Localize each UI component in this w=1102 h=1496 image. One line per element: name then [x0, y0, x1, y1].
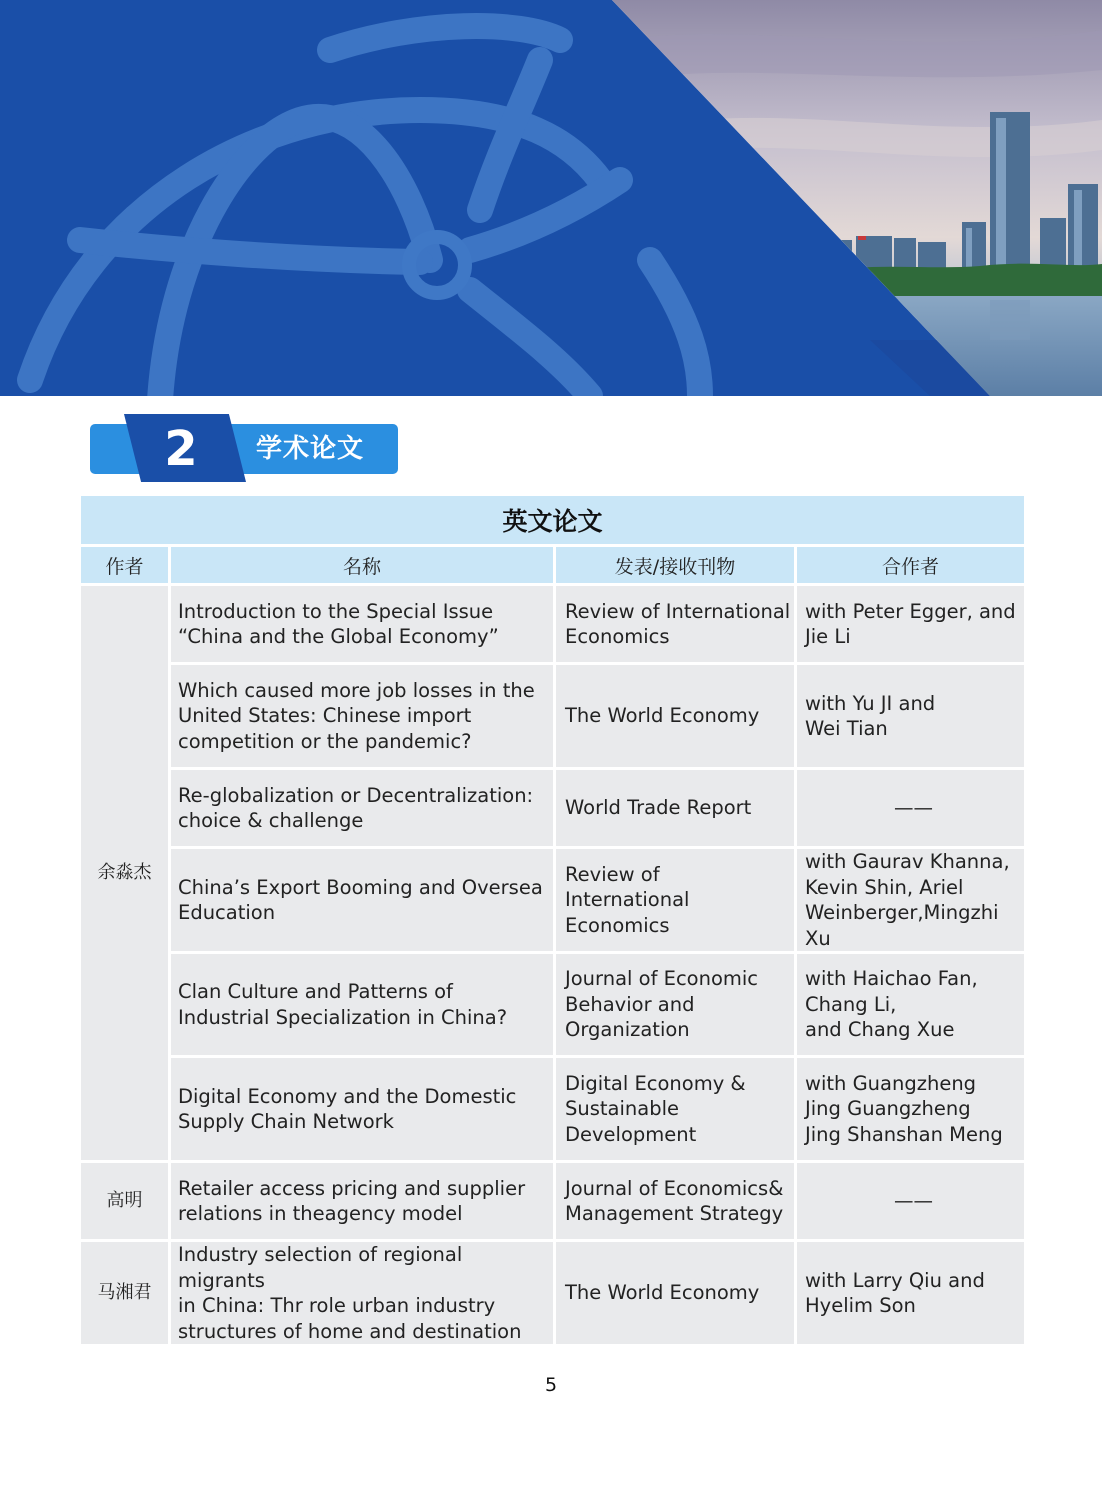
- column-header-coauthors: 合作者: [796, 546, 1026, 585]
- table-row: [80, 1162, 1026, 1241]
- coauthors: with Haichao Fan, Chang Li, and Chang Xue: [805, 967, 978, 1042]
- author-cell: 马湘君: [80, 1241, 170, 1346]
- journal-name: Journal of Economic Behavior and Organization: [565, 967, 759, 1042]
- table-row: [80, 664, 1026, 769]
- author-cell: 高明: [80, 1162, 170, 1241]
- journal-cell: [555, 1057, 796, 1162]
- paper-title: Industry selection of regional migrants in China: Thr role urban industry structures of home and destination: [178, 1243, 522, 1343]
- coauthors-cell: [796, 848, 1026, 953]
- paper-title-cell: [170, 1057, 555, 1162]
- table-row: [80, 848, 1026, 953]
- coauthors-empty-dash: ——: [894, 1189, 933, 1213]
- journal-name: Review of International Economics: [565, 599, 791, 648]
- section-number: 2: [164, 421, 198, 477]
- table-row: [80, 585, 1026, 664]
- coauthors-cell: [796, 585, 1026, 664]
- section-badge: [90, 414, 400, 484]
- table-row: [80, 1057, 1026, 1162]
- journal-cell: [555, 664, 796, 769]
- column-header-author: 作者: [80, 546, 170, 585]
- banner-graphic: [0, 0, 1102, 396]
- paper-title: Clan Culture and Patterns of Industrial Specialization in China?: [178, 980, 508, 1029]
- journal-name: The World Economy: [565, 704, 760, 728]
- coauthors-cell: [796, 769, 1026, 848]
- coauthors: with Larry Qiu and Hyelim Son: [805, 1268, 985, 1317]
- paper-title-cell: [170, 664, 555, 769]
- paper-title-cell: [170, 848, 555, 953]
- journal-cell: [555, 585, 796, 664]
- journal-cell: [555, 1241, 796, 1346]
- paper-title: Digital Economy and the Domestic Supply Chain Network: [178, 1084, 517, 1133]
- journal-cell: [555, 953, 796, 1057]
- coauthors-cell: [796, 664, 1026, 769]
- english-papers-table: [78, 493, 1027, 1347]
- table-row: [80, 769, 1026, 848]
- paper-title: Introduction to the Special Issue “China and the Global Economy”: [178, 599, 499, 648]
- coauthors-cell: [796, 1057, 1026, 1162]
- table-caption: 英文论文: [80, 495, 1026, 546]
- journal-cell: [555, 1162, 796, 1241]
- table-row: [80, 953, 1026, 1057]
- author-cell: 余淼杰: [80, 585, 170, 1162]
- table-row: [80, 1241, 1026, 1346]
- paper-title: Re-globalization or Decentralization: choice & challenge: [178, 783, 534, 832]
- paper-title-cell: [170, 953, 555, 1057]
- coauthors-cell: [796, 1162, 1026, 1241]
- page-number: 5: [544, 1374, 558, 1396]
- coauthors-cell: [796, 953, 1026, 1057]
- paper-title-cell: [170, 1162, 555, 1241]
- journal-name: World Trade Report: [565, 796, 752, 820]
- coauthors: with Yu JI and Wei Tian: [805, 691, 936, 740]
- coauthors: with Peter Egger, and Jie Li: [805, 599, 1016, 648]
- paper-title: China’s Export Booming and Oversea Education: [178, 875, 543, 924]
- journal-name: The World Economy: [565, 1281, 760, 1305]
- column-header-journal: 发表/接收刊物: [555, 546, 796, 585]
- papers-table-wrapper: [78, 493, 1024, 1347]
- coauthors-empty-dash: ——: [894, 796, 933, 820]
- journal-name: Review of International Economics: [565, 862, 690, 937]
- paper-title: Retailer access pricing and supplier relations in theagency model: [178, 1176, 526, 1225]
- paper-title-cell: [170, 585, 555, 664]
- paper-title: Which caused more job losses in the United States: Chinese import competition or the pandemic?: [178, 678, 535, 753]
- journal-name: Journal of Economics& Management Strategy: [565, 1176, 784, 1225]
- journal-cell: [555, 848, 796, 953]
- journal-name: Digital Economy & Sustainable Development: [565, 1071, 746, 1146]
- paper-title-cell: [170, 1241, 555, 1346]
- coauthors: with Gaurav Khanna, Kevin Shin, Ariel Weinberger,Mingzhi Xu: [805, 850, 1010, 950]
- coauthors-cell: [796, 1241, 1026, 1346]
- paper-title-cell: [170, 769, 555, 848]
- journal-cell: [555, 769, 796, 848]
- section-title: 学术论文: [256, 434, 365, 464]
- coauthors: with Guangzheng Jing Guangzheng Jing Shanshan Meng: [805, 1071, 1003, 1146]
- column-header-title: 名称: [170, 546, 555, 585]
- header-banner: [0, 0, 1102, 396]
